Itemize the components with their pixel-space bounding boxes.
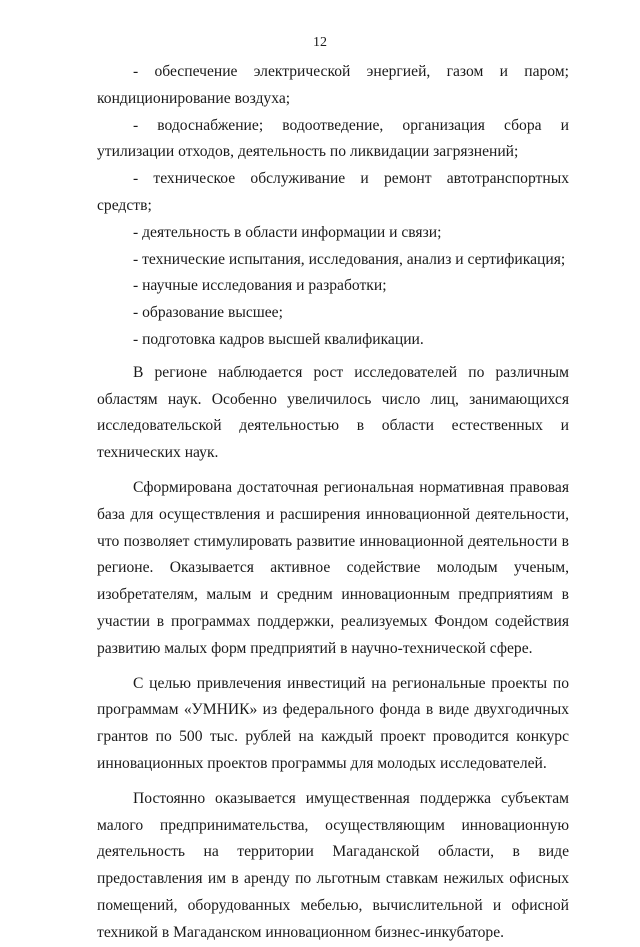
paragraph-researchers: В регионе наблюдается рост исследователей по различным областям наук. Особенно увеличилось число лиц, занимающихся исследовательской деятельностью в области естественных и технических наук.	[97, 363, 569, 462]
list-item-qualification: - подготовка кадров высшей квалификации.	[133, 330, 424, 348]
list-item-higher-education: - образование высшее;	[133, 304, 283, 322]
paragraph-umnik: С целью привлечения инвестиций на региональные проекты по программам «УМНИК» из федерального фонда в виде двухгодичных грантов по 500 тыс. рублей на каждый проект проводится конкурс инновационных проектов программы для молодых исследователей.	[97, 674, 569, 772]
list-item-research: - научные исследования и разработки;	[133, 277, 387, 295]
list-item-vehicle-service: - техническое обслуживание и ремонт автотранспортных средств;	[97, 170, 569, 214]
page-number: 12	[313, 35, 327, 50]
list-item-information: - деятельность в области информации и связи;	[133, 223, 442, 241]
list-item-energy: - обеспечение электрической энергией, газом и паром; кондиционирование воздуха;	[97, 63, 569, 107]
list-item-testing: - технические испытания, исследования, анализ и сертификация;	[133, 250, 566, 268]
paragraph-property-support: Постоянно оказывается имущественная поддержка субъектам малого предпринимательства, осуществляющим инновационную деятельность на территории Магаданской области, в виде предоставления им в аренду по льготным ставкам нежилых офисных помещений, оборудованных мебелью, вычислительной и офисной техникой в Магаданском инновационном бизнес-инкубаторе.	[97, 789, 569, 941]
document-body	[97, 59, 569, 947]
list-item-water: - водоснабжение; водоотведение, организация сбора и утилизации отходов, деятельность по ликвидации загрязнений;	[97, 116, 569, 161]
paragraph-regulatory-base: Сформирована достаточная региональная нормативная правовая база для осуществления и расширения инновационной деятельности, что позволяет стимулировать развитие инновационной деятельности в регионе. Оказывается активное содействие молодым ученым, изобретателям, малым и средним инновационным предприятиям в участии в программах поддержки, реализуемых Фондом содействия развитию малых форм предприятий в научно-технической сфере.	[97, 478, 569, 657]
